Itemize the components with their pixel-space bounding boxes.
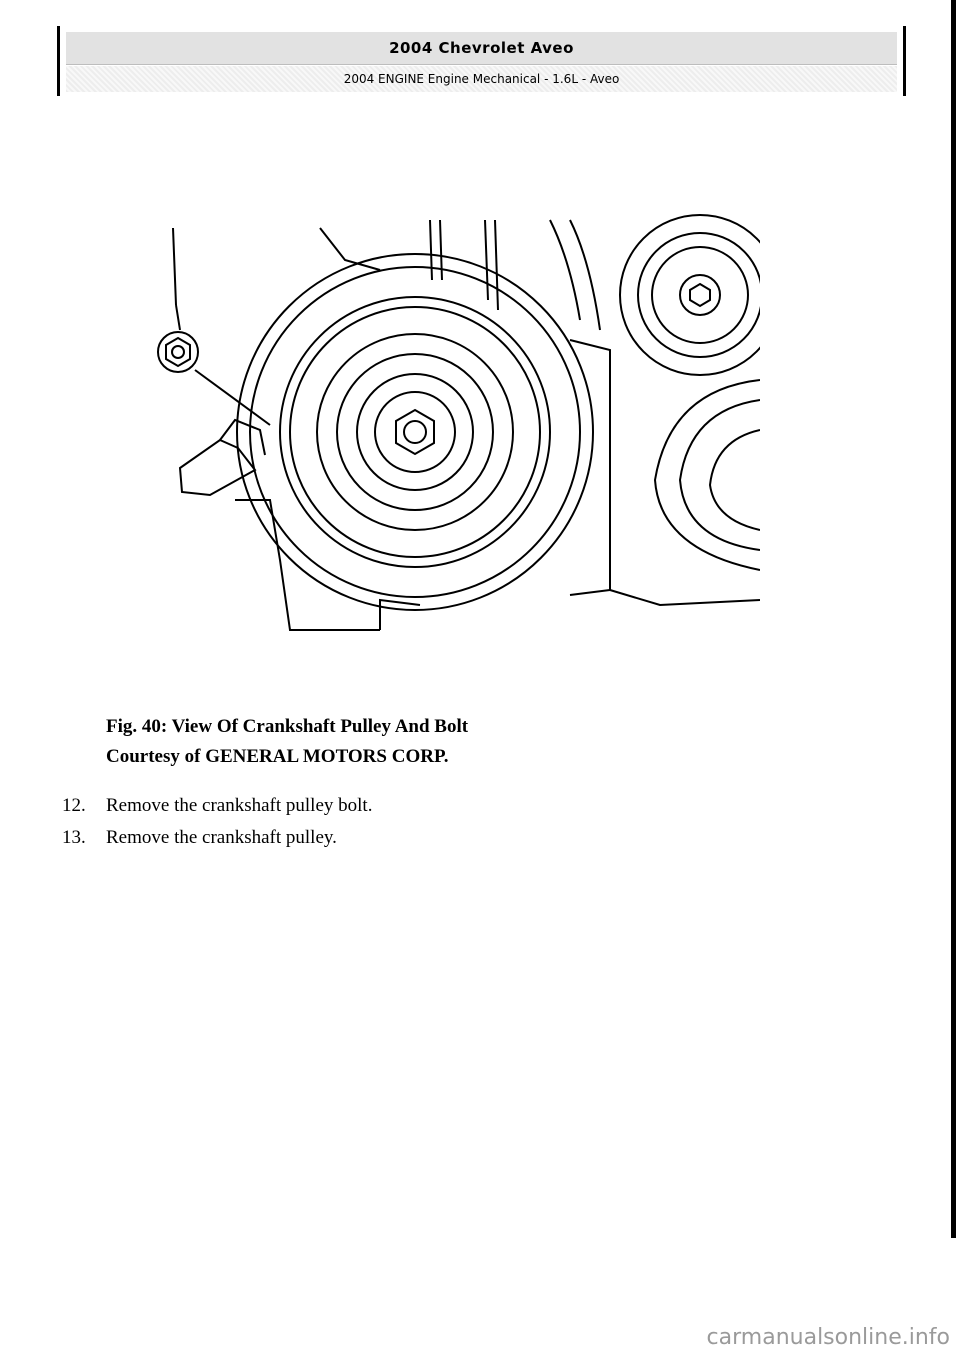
step-text: Remove the crankshaft pulley bolt. [106,795,373,816]
watermark-text: carmanualsonline.info [706,1325,950,1350]
step-number: 12. [62,795,86,816]
step-item [62,822,372,854]
crankshaft-pulley-illustration [140,200,760,660]
procedure-steps [62,790,372,854]
page-right-rule [951,0,956,1238]
page-header [57,26,906,96]
step-number: 13. [62,827,86,848]
figure-caption [106,712,468,772]
caption-title: Fig. 40: View Of Crankshaft Pulley And Bolt [106,716,469,737]
step-text: Remove the crankshaft pulley. [106,827,337,848]
step-item [62,790,372,822]
header-title: 2004 Chevrolet Aveo [66,32,897,65]
caption-credit: Courtesy of GENERAL MOTORS CORP. [106,746,449,767]
header-subtitle: 2004 ENGINE Engine Mechanical - 1.6L - Aveo [66,66,897,92]
